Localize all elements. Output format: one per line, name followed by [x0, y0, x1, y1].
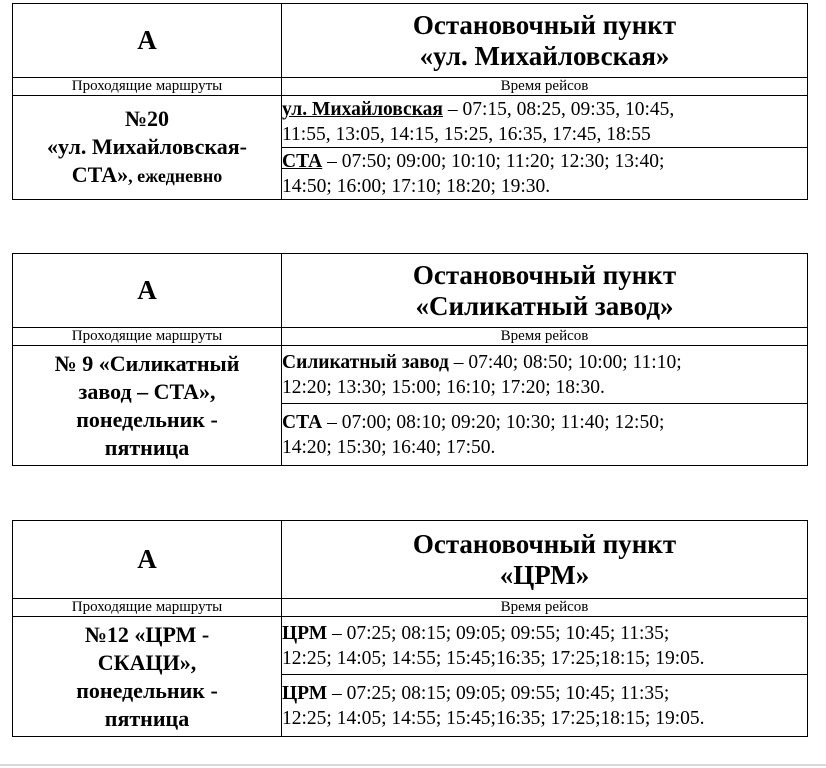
stop-title-line1: Остановочный пункт	[412, 259, 677, 290]
route-line3: понедельник -	[76, 406, 218, 432]
times-line2: 12:25; 14:05; 14:55; 15:45;16:35; 17:25;18:15; 19:05.	[282, 707, 705, 729]
schedule-table	[12, 253, 808, 466]
route-line4: пятница	[104, 705, 190, 731]
times-line2: 11:55, 13:05, 14:15, 15:25, 16:35, 17:45, 18:55	[282, 123, 651, 145]
times-line1: – 07:25; 08:15; 09:05; 09:55; 10:45; 11:35;	[327, 622, 670, 644]
stop-letter: А	[13, 521, 282, 599]
route-line2: завод – СТА»,	[78, 378, 216, 404]
route-name-end: СТА»	[71, 162, 129, 187]
times-line2: 12:20; 13:30; 15:00; 16:10; 17:20; 18:30.	[282, 376, 605, 398]
route-cell	[13, 96, 282, 200]
times-stop-label: ул. Михайловская	[282, 98, 443, 120]
stop-letter: А	[13, 254, 282, 328]
route-line3: понедельник -	[76, 677, 218, 703]
schedule-block-silikatny	[12, 253, 807, 466]
header-routes: Проходящие маршруты	[13, 78, 282, 96]
times-line2: 14:20; 15:30; 16:40; 17:50.	[282, 436, 496, 458]
stop-title-line1: Остановочный пункт	[412, 9, 677, 40]
times-line1: – 07:25; 08:15; 09:05; 09:55; 10:45; 11:35;	[327, 682, 670, 704]
times-line1: – 07:15, 08:25, 09:35, 10:45,	[442, 98, 675, 120]
header-times: Время рейсов	[282, 78, 808, 96]
times-stop-label: Силикатный завод	[282, 351, 449, 373]
route-line1: №12 «ЦРМ -	[84, 621, 210, 647]
route-cell	[13, 617, 282, 737]
times-line1: – 07:50; 09:00; 10:10; 11:20; 12:30; 13:40;	[322, 150, 665, 172]
times-line2: 14:50; 16:00; 17:10; 18:20; 19:30.	[282, 175, 551, 197]
times-row	[282, 96, 808, 148]
times-row	[282, 675, 808, 737]
times-row	[282, 346, 808, 404]
header-routes: Проходящие маршруты	[13, 328, 282, 346]
route-name-line1: «ул. Михайловская-	[47, 134, 247, 159]
times-row	[282, 617, 808, 675]
stop-title	[282, 521, 808, 599]
route-number: №20	[124, 106, 170, 131]
times-stop-label: СТА	[282, 411, 323, 433]
schedule-block-mikhaylovskaya	[12, 3, 807, 200]
stop-title-line1: Остановочный пункт	[412, 528, 677, 559]
schedule-table	[12, 520, 808, 737]
stop-title-line2: «Силикатный завод»	[415, 290, 674, 321]
header-routes: Проходящие маршруты	[13, 599, 282, 617]
times-stop-label: ЦРМ	[282, 622, 328, 644]
route-line1: № 9 «Силикатный	[54, 350, 240, 376]
times-stop-label: ЦРМ	[282, 682, 328, 704]
page-bottom-divider	[0, 764, 826, 766]
header-times: Время рейсов	[282, 328, 808, 346]
schedule-block-crm	[12, 520, 807, 737]
header-times: Время рейсов	[282, 599, 808, 617]
route-line4: пятница	[104, 434, 190, 460]
route-days: , ежедневно	[128, 166, 223, 186]
times-row	[282, 148, 808, 200]
times-line2: 12:25; 14:05; 14:55; 15:45;16:35; 17:25;18:15; 19:05.	[282, 647, 705, 669]
schedule-table	[12, 3, 808, 200]
times-line1: – 07:40; 08:50; 10:00; 11:10;	[448, 351, 682, 373]
times-line1: – 07:00; 08:10; 09:20; 10:30; 11:40; 12:50;	[322, 411, 665, 433]
route-cell	[13, 346, 282, 466]
stop-letter: А	[13, 4, 282, 78]
times-row	[282, 404, 808, 466]
route-line2: СКАЦИ»,	[97, 649, 197, 675]
stop-title-line2: «ЦРМ»	[499, 559, 590, 590]
stop-title	[282, 254, 808, 328]
stop-title	[282, 4, 808, 78]
times-stop-label: СТА	[282, 150, 323, 172]
stop-title-line2: «ул. Михайловская»	[419, 40, 670, 71]
route-name-line2	[13, 161, 281, 190]
